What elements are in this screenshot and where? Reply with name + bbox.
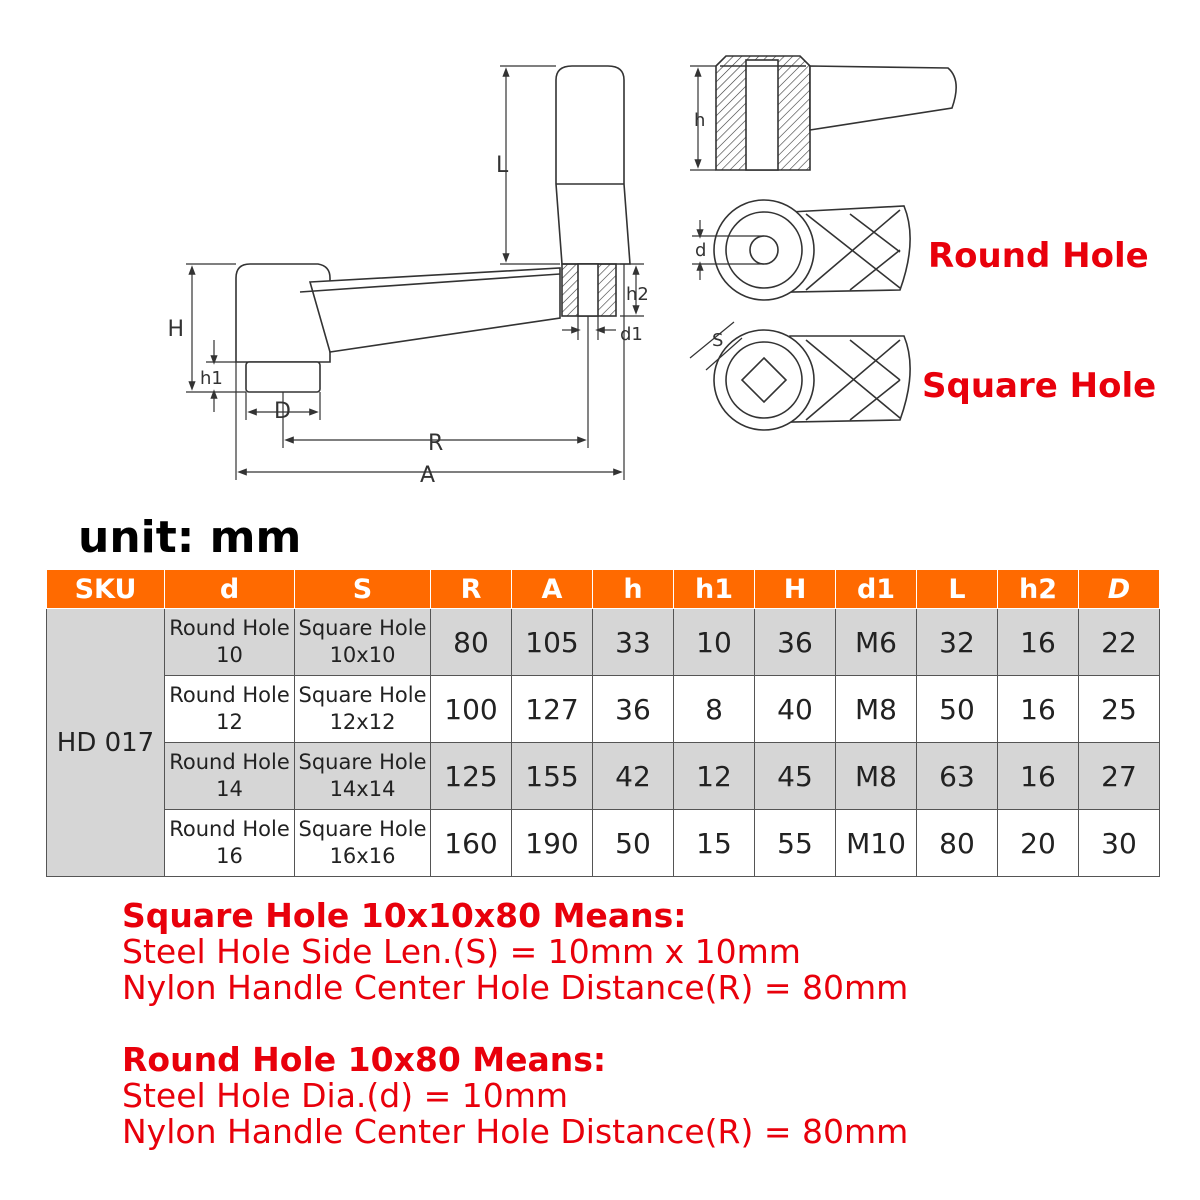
d-cell-line1: Round Hole [169,817,290,841]
s-cell-line2: 10x10 [329,643,396,667]
d-cell-line1: Round Hole [169,616,290,640]
s-cell [295,609,431,676]
cell-D: 27 [1079,743,1160,810]
cell-A: 190 [512,810,593,877]
col-header-sku: SKU [47,570,165,609]
col-header-H: H [755,570,836,609]
cell-d1: M8 [836,676,917,743]
d-cell-line2: 16 [216,844,243,868]
boss [246,362,320,392]
square-note-heading: Square Hole 10x10x80 Means: [122,896,687,935]
s-cell-line1: Square Hole [298,750,427,774]
dim-d-label: d [695,240,707,261]
dim-S-label: S [712,330,724,351]
dim-R-label: R [428,431,444,456]
s-cell-line2: 12x12 [329,710,396,734]
arm [310,268,560,352]
d-cell [165,810,295,877]
s-cell-line1: Square Hole [298,817,427,841]
cell-d1: M8 [836,743,917,810]
col-header-a: A [512,570,593,609]
cell-D: 30 [1079,810,1160,877]
square-hole-label: Square Hole [922,366,1157,406]
cell-R: 125 [431,743,512,810]
dim-h-label: h [694,110,706,131]
square-hole-view [714,330,910,430]
cell-L: 32 [917,609,998,676]
table-row [47,609,1160,676]
cell-h1: 12 [674,743,755,810]
col-header-d1: d1 [836,570,917,609]
d-cell-line1: Round Hole [169,683,290,707]
col-header-h2: h2 [998,570,1079,609]
s-cell [295,810,431,877]
cell-h: 42 [593,743,674,810]
cell-R: 80 [431,609,512,676]
cell-L: 80 [917,810,998,877]
dim-h1-label: h1 [200,368,223,389]
round-note-line2: Nylon Handle Center Hole Distance(R) = 80mm [122,1112,909,1151]
unit-label: unit: mm [78,512,302,563]
col-header-r: R [431,570,512,609]
cell-h: 33 [593,609,674,676]
cell-L: 50 [917,676,998,743]
cell-h2: 20 [998,810,1079,877]
round-hole-view [714,200,910,300]
cell-D: 25 [1079,676,1160,743]
square-note-line1: Steel Hole Side Len.(S) = 10mm x 10mm [122,932,801,971]
cell-h2: 16 [998,676,1079,743]
cell-h1: 10 [674,609,755,676]
cell-D: 22 [1079,609,1160,676]
cell-A: 105 [512,609,593,676]
s-cell-line2: 14x14 [329,777,396,801]
cell-A: 155 [512,743,593,810]
round-note-heading: Round Hole 10x80 Means: [122,1040,607,1079]
cell-h1: 15 [674,810,755,877]
left-hub [236,264,330,362]
cell-H: 45 [755,743,836,810]
d-cell-line2: 10 [216,643,243,667]
dim-D-label: D [274,399,291,424]
col-header-l: L [917,570,998,609]
dim-L-label: L [496,153,509,178]
table-header-row [47,570,1160,609]
dim-A-label: A [420,463,436,488]
spec-table [46,569,1160,877]
s-cell [295,676,431,743]
section-view [716,56,956,170]
col-header-h: h [593,570,674,609]
col-header-D: D [1079,570,1160,609]
sku-cell: HD 017 [47,609,165,877]
cell-R: 100 [431,676,512,743]
cell-h2: 16 [998,609,1079,676]
cell-h1: 8 [674,676,755,743]
cell-R: 160 [431,810,512,877]
notes [122,898,908,1150]
side-view [236,66,630,392]
table-row [47,810,1160,877]
d-cell-line2: 14 [216,777,243,801]
dim-H-label: H [167,317,184,342]
cell-d1: M6 [836,609,917,676]
cell-H: 55 [755,810,836,877]
s-cell-line1: Square Hole [298,616,427,640]
square-note-line2: Nylon Handle Center Hole Distance(R) = 80mm [122,968,909,1007]
s-cell [295,743,431,810]
cell-h: 50 [593,810,674,877]
round-hole-label: Round Hole [928,236,1149,276]
s-cell-line2: 16x16 [329,844,396,868]
col-header-d: d [165,570,295,609]
cell-h2: 16 [998,743,1079,810]
d-cell [165,676,295,743]
s-cell-line1: Square Hole [298,683,427,707]
cell-d1: M10 [836,810,917,877]
d-cell [165,609,295,676]
cell-H: 36 [755,609,836,676]
cell-H: 40 [755,676,836,743]
cell-A: 127 [512,676,593,743]
table-row [47,743,1160,810]
table-row [47,676,1160,743]
d-cell [165,743,295,810]
d-cell-line2: 12 [216,710,243,734]
dim-d1-label: d1 [620,324,643,345]
cell-L: 63 [917,743,998,810]
handle-grip [556,66,630,264]
col-header-h1: h1 [674,570,755,609]
col-header-s: S [295,570,431,609]
round-note-line1: Steel Hole Dia.(d) = 10mm [122,1076,569,1115]
d-cell-line1: Round Hole [169,750,290,774]
dim-h2-label: h2 [626,284,649,305]
cell-h: 36 [593,676,674,743]
